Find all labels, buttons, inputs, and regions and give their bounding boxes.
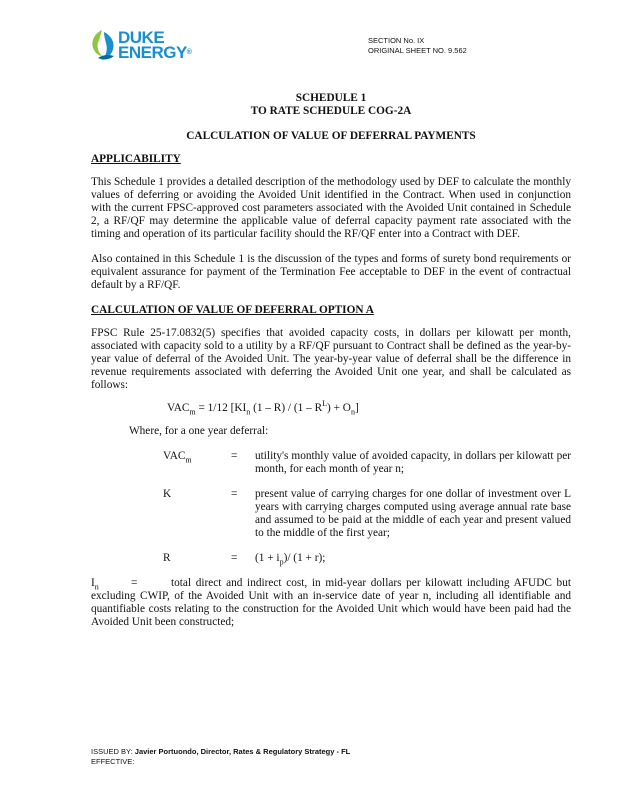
logo-line-2 bbox=[118, 45, 191, 60]
option-a-paragraph: FPSC Rule 25-17.0832(5) specifies that avoided capacity costs, in dollars per kilowatt per month, associated with capacity sold to a utility by a RF/QF pursuant to Contract shall be defined as the year-by-year value of deferral of the Avoided Unit. The year-by-year value of deferral shall be the difference in revenue requirements associated with deferring the Avoided Unit one year, and shall be calculated as follows: bbox=[91, 327, 571, 391]
logo-line-1: DUKE bbox=[118, 28, 165, 47]
term-text: VAC bbox=[163, 450, 186, 462]
definition-k bbox=[91, 488, 571, 540]
section-info bbox=[368, 36, 467, 56]
applicability-paragraph-1: This Schedule 1 provides a detailed description of the methodology used by DEF to calculate the monthly values of deferring or avoiding the Avoided Unit identified in the Contract. When used in conjunction with the current FPSC-approved cost parameters associated with the Avoided Unit contained in Schedule 2, a RF/QF may determine the applicable value of deferral capacity payment rate associated with the timing and operation of its particular facility should the RF/QF enter into a Contract with DEF. bbox=[91, 176, 571, 240]
definition-term bbox=[91, 577, 131, 590]
document-body bbox=[91, 92, 571, 629]
definition-term: R bbox=[163, 552, 171, 564]
definition-equals: = bbox=[231, 450, 238, 462]
section-number: SECTION No. IX bbox=[368, 36, 425, 45]
term-sub: m bbox=[185, 455, 192, 465]
desc-part: (1 + i bbox=[255, 552, 280, 564]
issued-by-line bbox=[91, 747, 350, 757]
desc-sub: p bbox=[279, 557, 284, 567]
desc-part: )/ (1 + r); bbox=[283, 552, 326, 564]
schedule-title: SCHEDULE 1 bbox=[295, 92, 367, 104]
term-text: I bbox=[91, 577, 95, 589]
duke-energy-logo-mark-icon bbox=[88, 28, 118, 62]
logo-registered-mark: ® bbox=[186, 49, 192, 56]
option-a-heading: CALCULATION OF VALUE OF DEFERRAL OPTION A bbox=[91, 304, 374, 316]
formula-part: ] bbox=[354, 402, 359, 414]
footer bbox=[91, 747, 350, 767]
formula-part: ) + O bbox=[327, 402, 351, 414]
calculation-title: CALCULATION OF VALUE OF DEFERRAL PAYMENTS bbox=[186, 130, 476, 142]
definition-term bbox=[163, 450, 231, 476]
definition-equals: = bbox=[231, 552, 238, 564]
applicability-paragraph-2: Also contained in this Schedule 1 is the discussion of the types and forms of surety bond requirements or equivalent assurance for payment of the Termination Fee acceptable to DEF in the event of contractual default by a RF/QF. bbox=[91, 253, 571, 291]
formula-sub: m bbox=[189, 407, 196, 417]
formula-part: VAC bbox=[167, 402, 190, 414]
where-line: Where, for a one year deferral: bbox=[129, 425, 269, 437]
rate-schedule-title: TO RATE SCHEDULE COG-2A bbox=[250, 105, 412, 117]
definition-description: utility's monthly value of avoided capacity, in dollars per kilowatt per month, for each month of year n; bbox=[255, 450, 571, 475]
definition-equals: = bbox=[231, 488, 238, 500]
term-sub: n bbox=[94, 582, 99, 592]
definition-description bbox=[255, 552, 571, 565]
effective-label: EFFECTIVE: bbox=[91, 757, 135, 766]
applicability-heading: APPLICABILITY bbox=[91, 153, 181, 165]
logo-wordmark bbox=[118, 30, 191, 60]
formula-sup: L bbox=[322, 399, 328, 409]
definition-description: present value of carrying charges for one dollar of investment over L years with carrying charges computed using average annual rate base and assumed to be paid at the middle of each year and present valued to the middle of the first year; bbox=[255, 488, 571, 539]
definition-equals: = bbox=[131, 577, 138, 589]
formula-sub: n bbox=[350, 407, 355, 417]
definition-term: K bbox=[163, 488, 172, 500]
formula-part: = 1/12 [KI bbox=[195, 402, 247, 414]
vac-formula bbox=[167, 399, 571, 417]
definition-in bbox=[91, 577, 571, 629]
formula-sub: n bbox=[246, 407, 251, 417]
formula-part: (1 – R) / (1 – R bbox=[250, 402, 323, 414]
definition-r bbox=[91, 552, 571, 565]
duke-energy-logo bbox=[88, 28, 208, 68]
definition-vac bbox=[91, 450, 571, 476]
logo-line-2-text: ENERGY bbox=[118, 43, 187, 62]
issued-by-value: Javier Portuondo, Director, Rates & Regulatory Strategy - FL bbox=[134, 747, 351, 756]
definition-description: total direct and indirect cost, in mid-year dollars per kilowatt including AFUDC but excluding CWIP, of the Avoided Unit with an in-service date of year n, including all identifiable and quantifiable costs relating to the construction for the Avoided Unit which would have been paid had the Avoided Unit been constructed; bbox=[91, 577, 571, 628]
sheet-number: ORIGINAL SHEET NO. 9.562 bbox=[368, 46, 467, 55]
issued-by-label: ISSUED BY: bbox=[91, 747, 133, 756]
